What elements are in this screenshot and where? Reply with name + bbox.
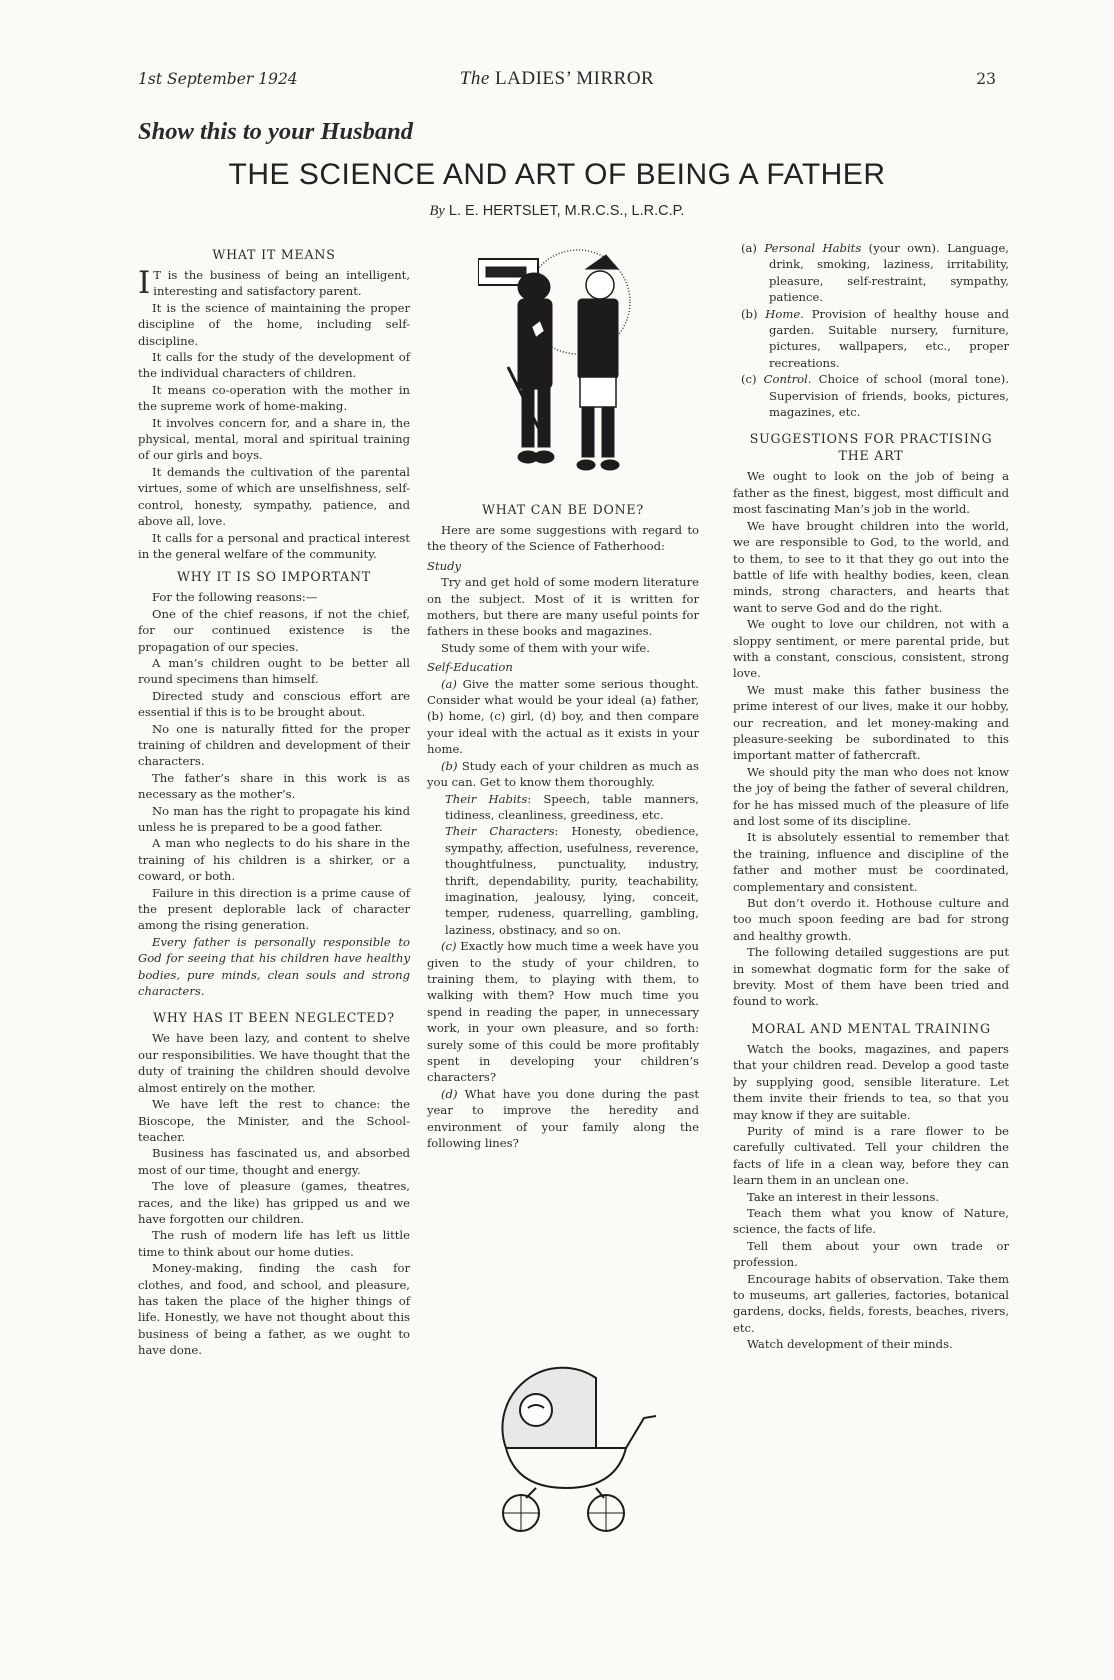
heading-moral-mental: MORAL AND MENTAL TRAINING [751, 1020, 991, 1036]
paragraph-text: : Speech, table manners, tidiness, cleanliness, greediness, etc. [445, 791, 699, 822]
paragraph-text: Give the matter some serious thought. Consider what would be your ideal (a) father, (b) home, (c) girl, (d) boy, and then compare your ideal with the actual as it exists in your home. [427, 676, 699, 757]
paragraph: For the following reasons:— [152, 590, 318, 605]
paragraph-text: What have you done during the past year to improve the heredity and environment of your family along the following lines? [427, 1086, 699, 1151]
paragraph: The love of pleasure (games, theatres, races, and the like) has gripped us and we have forgotten our children. [138, 1179, 410, 1226]
paragraph-text: T is the business of being an intelligent, interesting and satisfactory parent. [153, 268, 410, 299]
paragraph: Try and get hold of some modern literature on the subject. Most of it is written for mothers, but there are many useful points for fathers in these books and magazines. [427, 575, 699, 639]
magazine-the: The [459, 68, 490, 89]
magazine-name [0, 68, 1114, 90]
paragraph: We have been lazy, and content to shelve our responsibilities. We have thought that the duty of training the children should devolve almost entirely on the mother. [138, 1031, 410, 1095]
paragraph: We ought to love our children, not with a sloppy sentiment, or mere parental pride, but with a constant, conscious, consistent, strong love. [733, 617, 1009, 681]
heading-what-can-be-done: WHAT CAN BE DONE? [482, 502, 644, 517]
item-text: Provision of healthy house and garden. Suitable nursery, furniture, pictures, wallpapers, etc., proper recreations. [769, 306, 1009, 370]
paragraph: Money-making, finding the cash for clothes, and food, and school, and pleasure, has taken the place of the higher things of life. Honestly, we have not thought about this business of being a father, as we ought to have done. [138, 1261, 410, 1358]
item-letter: (b) [741, 306, 758, 321]
item-letter: (d) [441, 1086, 458, 1101]
drop-cap: I [138, 265, 151, 301]
paragraph: Watch the books, magazines, and papers that your children read. Develop a good taste by supplying good, sensible literature. Let them invite their friends to tea, so that you may know if they are suitable. [733, 1041, 1009, 1122]
byline-by: By [429, 203, 445, 219]
paragraph: The rush of modern life has left us little time to think about our home duties. [138, 1228, 410, 1259]
item-letter: (a) [741, 241, 757, 255]
heading-what-it-means: WHAT IT MEANS [212, 247, 336, 262]
paragraph: Tell them about your own trade or profession. [733, 1238, 1009, 1270]
item-text: Choice of school (moral tone). Supervision of friends, books, pictures, magazines, etc. [769, 372, 1010, 420]
item-label: Their Characters [445, 824, 555, 839]
paragraph: Here are some suggestions with regard to the theory of the Science of Fatherhood: [427, 523, 699, 554]
column-2 [427, 495, 699, 1151]
paragraph: Failure in this direction is a prime cause of the present deplorable lack of character among the rising generation. [138, 885, 410, 933]
paragraph: It is the science of maintaining the proper discipline of the home, including self-discipline. [138, 300, 410, 348]
heading-why-neglected: WHY HAS IT BEEN NEGLECTED? [153, 1010, 395, 1026]
item-label: Home. [765, 306, 804, 321]
paragraph: Teach them what you know of Nature, science, the facts of life. [733, 1205, 1009, 1237]
paragraph: The father’s share in this work is as necessary as the mother’s. [138, 770, 410, 802]
scouts-illustration [478, 247, 658, 484]
item-letter: (a) [441, 676, 457, 691]
paragraph: Encourage habits of observation. Take them to museums, art galleries, factories, botanical gardens, docks, fields, forests, beaches, rivers, etc. [733, 1271, 1010, 1335]
byline [0, 203, 1114, 220]
paragraph-text: : Honesty, obedience, sympathy, affection, usefulness, reverence, thoughtfulness, punctuality, industry, thrift, dependability, purity, teachability, imagination, jealousy, lying, conceit, temper, rudeness, quarrelling, gambling, laziness, obstinacy, and so on. [445, 824, 699, 937]
paragraph: We ought to look on the job of being a father as the finest, biggest, most difficult and most fascinating Man’s job in the world. [733, 469, 1009, 517]
column-1 [138, 240, 410, 1359]
paragraph: Purity of mind is a rare flower to be carefully cultivated. Tell your children the facts of life in a clean way, before they can learn them in an unclean one. [733, 1123, 1009, 1188]
paragraph-text: Study each of your children as much as you can. Get to know them thoroughly. [427, 758, 699, 790]
paragraph: But don’t overdo it. Hothouse culture and too much spoon feeding are bad for strong and healthy growth. [733, 896, 1009, 943]
paragraph [138, 267, 410, 300]
paragraph: Study some of them with your wife. [441, 640, 650, 655]
paragraph: No one is naturally fitted for the proper training of children and development of their characters. [138, 721, 410, 769]
paragraph: We have brought children into the world, we are responsible to God, to the world, and to them, to see to it that they go out into the battle of life with healthy bodies, keen, clean minds, strong characters, and hearts that want to serve God and do the right. [733, 518, 1009, 615]
paragraph [427, 676, 699, 758]
item-label: Their Habits [445, 791, 528, 806]
paragraph: We have left the rest to chance: the Bioscope, the Minister, and the School-teacher. [138, 1097, 410, 1144]
list-item [733, 306, 1009, 372]
magazine-title: LADIES’ MIRROR [495, 68, 655, 89]
paragraph [427, 758, 699, 791]
paragraph: A man who neglects to do his share in the training of his children is a shirker, or a coward, or both. [138, 836, 410, 884]
paragraph: It means co-operation with the mother in the supreme work of home-making. [138, 382, 410, 414]
page-number: 23 [976, 70, 996, 88]
paragraph: The following detailed suggestions are put in somewhat dogmatic form for the sake of brevity. Most of them have been tried and found to work. [733, 945, 1009, 1009]
heading-why-important: WHY IT IS SO IMPORTANT [177, 569, 371, 585]
issue-date: 1st September 1924 [138, 70, 298, 88]
paragraph: One of the chief reasons, if not the chief, for our continued existence is the propagation of our species. [138, 606, 410, 654]
item-label: Control. [763, 372, 812, 387]
paragraph-characters [427, 823, 699, 938]
paragraph-italic: Every father is personally responsible to God for seeing that his children have healthy bodies, pure minds, clean souls and strong characters. [138, 934, 410, 999]
paragraph: It demands the cultivation of the parental virtues, some of which are unselfishness, self-control, honesty, sympathy, patience, and above all, love. [138, 464, 410, 529]
paragraph-habits [427, 791, 699, 824]
paragraph: Directed study and conscious effort are essential if this is to be brought about. [138, 688, 410, 720]
heading-suggestions: SUGGESTIONS FOR PRACTISING THE ART [749, 431, 993, 464]
paragraph-text: Exactly how much time a week have you given to the study of your children, to training them, to playing with them, to walking with them? How much time you spend in reading the paper, in unnecessary work, in your own pleasure, and so forth: surely some of this could be more profitably spent in developing your children’s characters? [427, 939, 699, 1085]
paragraph: It calls for the study of the development of the individual characters of children. [138, 350, 410, 381]
paragraph: It is absolutely essential to remember that the training, influence and discipline of the father and mother must be coordinated, complementary and consistent. [733, 830, 1009, 894]
item-text: (your own). Language, drink, smoking, laziness, irritability, pleasure, self-restraint, sympathy, patience. [769, 241, 1009, 305]
paragraph: A man’s children ought to be better all round specimens than himself. [138, 655, 410, 687]
item-letter: (c) [741, 372, 757, 387]
paragraph: It involves concern for, and a share in, the physical, mental, moral and spiritual training of our girls and boys. [138, 415, 410, 463]
paragraph: No man has the right to propagate his kind unless he is prepared to be a good father. [138, 803, 410, 834]
item-label: Personal Habits [764, 241, 862, 255]
pram-illustration [476, 1338, 666, 1538]
subheading-study: Study [427, 558, 462, 573]
list-item [733, 240, 1009, 306]
subheading-self-education: Self-Education [427, 660, 513, 675]
paragraph: We must make this father business the prime interest of our lives, make it our hobby, our recreation, and let money-making and pleasure-seeking be subordinated to this important matter of fathercraft. [733, 682, 1009, 763]
kicker: Show this to your Husband [138, 118, 414, 145]
list-item [733, 371, 1009, 420]
paragraph: Business has fascinated us, and absorbed most of our time, thought and energy. [138, 1146, 410, 1177]
byline-author: L. E. HERTSLET, M.R.C.S., L.R.C.P. [448, 203, 685, 219]
article-title: THE SCIENCE AND ART OF BEING A FATHER [228, 158, 886, 191]
paragraph [427, 938, 699, 1086]
paragraph: We should pity the man who does not know the joy of being the father of several children, for he has missed much of the pleasure of life and lost some of its discipline. [733, 764, 1009, 828]
paragraph: Take an interest in their lessons. [747, 1189, 940, 1204]
paragraph [427, 1086, 699, 1152]
paragraph: Watch development of their minds. [747, 1337, 953, 1352]
paragraph: It calls for a personal and practical interest in the general welfare of the community. [138, 530, 410, 561]
item-letter: (c) [441, 939, 457, 954]
column-3 [733, 240, 1009, 1353]
item-letter: (b) [441, 758, 458, 773]
